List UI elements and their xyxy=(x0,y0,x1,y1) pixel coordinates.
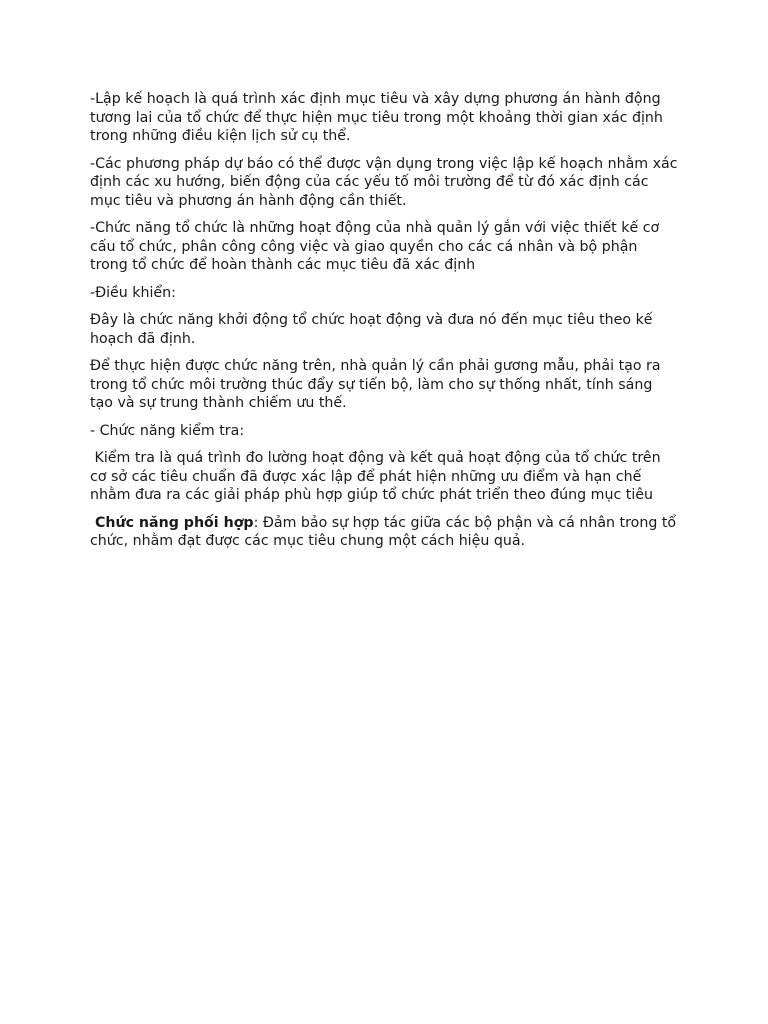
coordination-bold-lead: Chức năng phối hợp xyxy=(90,514,254,531)
paragraph-directing-definition: Đây là chức năng khởi động tổ chức hoạt động và đưa nó đến mục tiêu theo kế hoạch đã định. xyxy=(90,312,653,347)
paragraph-controlling-definition: Kiểm tra là quá trình đo lường hoạt động và kết quả hoạt động của tổ chức trên cơ sở các tiêu chuẩn đã được xác lập để phát hiện những ưu điểm và hạn chế nhằm đưa ra các giải pháp phù hợp giúp tổ chức phát triển theo đúng mục tiêu xyxy=(90,450,666,503)
paragraph-coordination xyxy=(90,514,681,551)
paragraph-forecasting: -Các phương pháp dự báo có thể được vận dụng trong việc lập kế hoạch nhằm xác định các xu hướng, biến động của các yếu tố môi trường để từ đó xác định các mục tiêu và phương án hành động cần thiết. xyxy=(90,155,678,209)
paragraph-directing-manager: Để thực hiện được chức năng trên, nhà quản lý cần phải gương mẫu, phải tạo ra trong tổ chức môi trường thúc đẩy sự tiến bộ, làm cho sự thống nhất, tính sáng tạo và sự trung thành chiếm ưu thế. xyxy=(90,358,661,411)
paragraph-organizing: -Chức năng tổ chức là những hoạt động của nhà quản lý gắn với việc thiết kế cơ cấu tổ chức, phân công công việc và giao quyền cho các cá nhân và bộ phận trong tổ chức để hoàn thành các mục tiêu đã xác định xyxy=(90,220,660,273)
heading-controlling: - Chức năng kiểm tra: xyxy=(90,422,245,439)
heading-directing: -Điều khiển: xyxy=(90,284,176,301)
coordination-text: : Đảm bảo sự hợp tác giữa các bộ phận và cá nhân trong tổ chức, nhằm đạt được các mục tiêu chung một cách hiệu quả. xyxy=(90,514,681,549)
document-page xyxy=(90,90,681,560)
paragraph-planning: -Lập kế hoạch là quá trình xác định mục tiêu và xây dựng phương án hành động tương lai của tổ chức để thực hiện mục tiêu trong một khoảng thời gian xác định trong những điều kiện lịch sử cụ thể. xyxy=(90,91,663,144)
